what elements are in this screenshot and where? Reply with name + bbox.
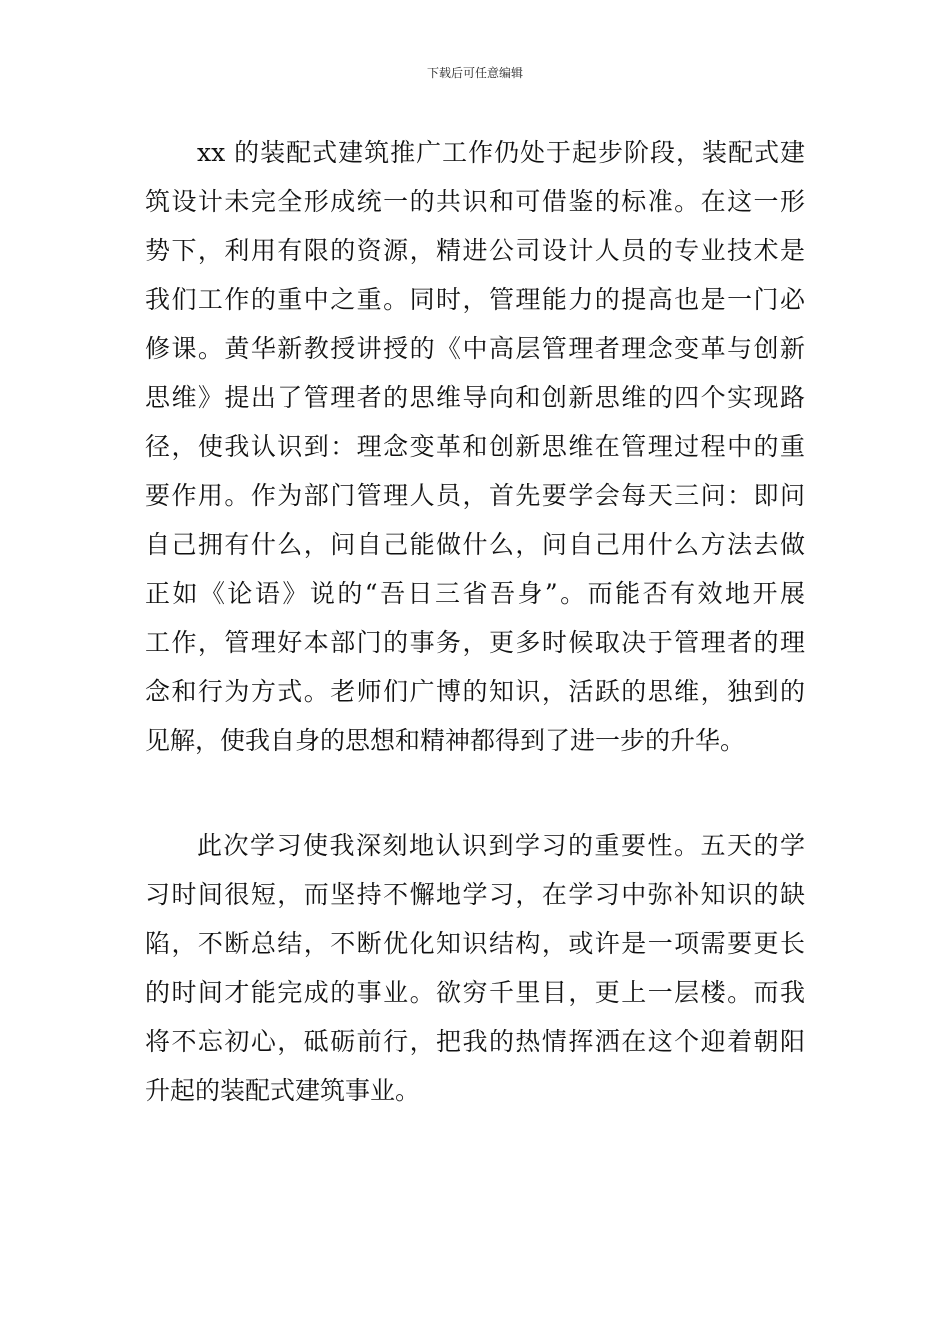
paragraph-2-line-5: 将不忘初心，砥砺前行，把我的热情挥洒在这个迎着朝阳 <box>145 1027 805 1056</box>
paragraph-2-line-3: 陷，不断总结，不断优化知识结构，或许是一项需要更长 <box>145 929 805 958</box>
paragraph-2-line-2: 习时间很短，而坚持不懈地学习，在学习中弥补知识的缺 <box>145 880 805 909</box>
paragraph-1-line-9: 自己拥有什么，问自己能做什么，问自己用什么方法去做 <box>145 530 805 559</box>
paragraph-2-line-6: 升起的装配式建筑事业。 <box>145 1076 421 1105</box>
header-note: 下载后可任意编辑 <box>426 66 523 80</box>
paragraph-1-line-1: xx 的装配式建筑推广工作仍处于起步阶段，装配式建 <box>197 138 805 167</box>
paragraph-1-line-13: 见解，使我自身的思想和精神都得到了进一步的升华。 <box>145 726 746 755</box>
paragraph-1-line-3: 势下，利用有限的资源，精进公司设计人员的专业技术是 <box>145 236 805 265</box>
paragraph-2-line-4: 的时间才能完成的事业。欲穷千里目，更上一层楼。而我 <box>145 978 805 1007</box>
paragraph-1-line-10: 正如《论语》说的“吾日三省吾身”。而能否有效地开展 <box>145 579 805 608</box>
paragraph-1-line-6: 思维》提出了管理者的思维导向和创新思维的四个实现路 <box>145 383 805 412</box>
paragraph-1-line-7: 径，使我认识到：理念变革和创新思维在管理过程中的重 <box>145 432 805 461</box>
paragraph-1-line-2: 筑设计未完全形成统一的共识和可借鉴的标准。在这一形 <box>145 187 805 216</box>
paragraph-1-line-11: 工作，管理好本部门的事务，更多时候取决于管理者的理 <box>145 628 805 657</box>
paragraph-1-line-5: 修课。黄华新教授讲授的《中高层管理者理念变革与创新 <box>145 334 805 363</box>
paragraph-1-line-12: 念和行为方式。老师们广博的知识，活跃的思维，独到的 <box>145 677 805 706</box>
paragraph-1-line-8: 要作用。作为部门管理人员，首先要学会每天三问：即问 <box>145 481 805 510</box>
paragraph-2-line-1: 此次学习使我深刻地认识到学习的重要性。五天的学 <box>197 831 805 860</box>
paragraph-1-line-4: 我们工作的重中之重。同时，管理能力的提高也是一门必 <box>145 285 805 314</box>
